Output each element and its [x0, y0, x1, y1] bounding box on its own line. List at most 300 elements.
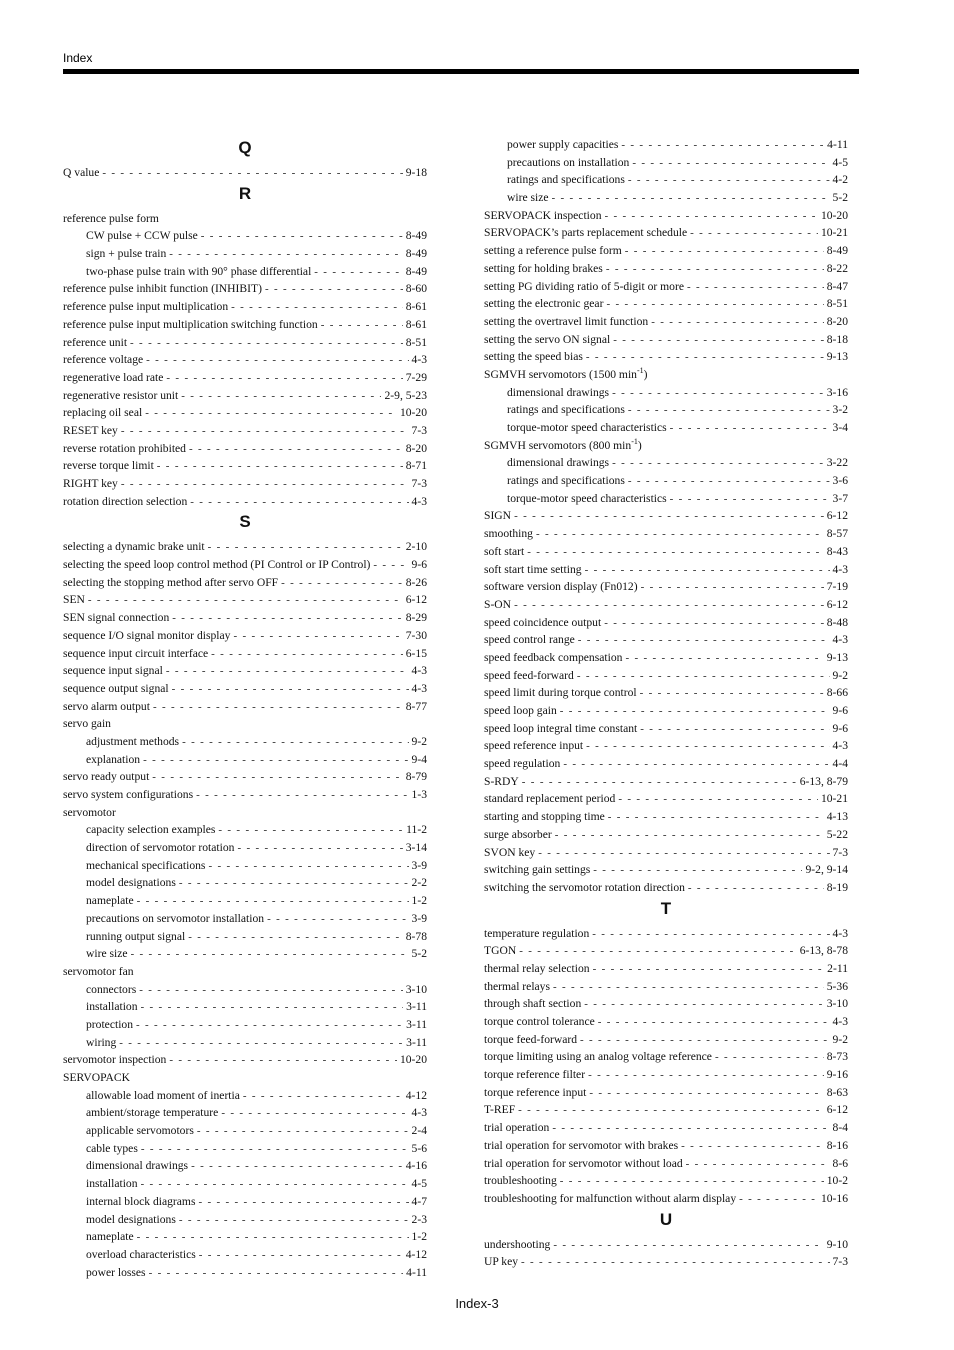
entry-page-ref: 2-11: [827, 961, 848, 975]
entry-term-text: model designations: [86, 1212, 176, 1226]
entry-term-text: sequence I/O signal monitor display: [63, 628, 231, 642]
dot-leader: [141, 1141, 409, 1158]
entry-page-ref: 8-48: [826, 615, 848, 629]
entry-term: [507, 189, 549, 207]
index-entry: [484, 684, 848, 702]
dot-leader: [555, 827, 824, 844]
entry-page-ref: 3-9: [411, 911, 427, 925]
entry-page-ref: 4-3: [832, 1015, 848, 1028]
dot-leader: [121, 423, 409, 440]
entry-page-ref: 3-4: [832, 421, 848, 434]
dot-leader: [686, 1156, 830, 1173]
entry-page-ref: 3-11: [406, 1035, 427, 1049]
entry-term-text: reverse torque limit: [63, 459, 154, 473]
entry-term: [63, 768, 149, 786]
index-entry: [484, 702, 848, 720]
entry-term: [507, 419, 667, 437]
entry-term: [484, 1048, 712, 1066]
dot-leader: [585, 562, 830, 579]
entry-term: [484, 649, 622, 667]
entry-page-ref: 8-43: [826, 544, 848, 558]
entry-term-text: direction of servomotor rotation: [86, 841, 235, 855]
entry-page-ref: 8-71: [405, 459, 427, 473]
dot-leader: [625, 243, 824, 260]
dot-leader: [190, 494, 408, 511]
entry-page-ref: 4-3: [832, 926, 848, 940]
index-entry: [484, 1084, 848, 1102]
index-entry: [63, 1051, 427, 1069]
dot-leader: [514, 597, 824, 614]
entry-page-ref: 5-22: [826, 827, 848, 841]
entry-term: [63, 404, 142, 422]
dot-leader: [560, 1173, 824, 1190]
entry-page-ref: 4-2: [832, 173, 848, 187]
entry-page-ref: 9-2: [411, 734, 427, 748]
index-entry: [484, 755, 848, 773]
entry-term: [484, 313, 648, 331]
entry-term-text: SEN signal connection: [63, 611, 170, 625]
entry-term-text: SERVOPACK inspection: [484, 208, 602, 222]
index-entry: [63, 680, 427, 698]
entry-page-ref: 1-3: [411, 788, 427, 801]
entry-term: [484, 1137, 678, 1155]
entry-term-text: ambient/storage temperature: [86, 1106, 219, 1120]
index-entry: [484, 667, 848, 685]
entry-term-text: troubleshooting: [484, 1174, 557, 1188]
index-subentry: [484, 401, 848, 419]
entry-page-ref: 8-26: [405, 575, 427, 589]
entry-term-text: torque reference input: [484, 1085, 587, 1099]
index-entry: [484, 790, 848, 808]
dot-leader: [137, 1229, 409, 1246]
dot-leader: [628, 402, 830, 419]
dot-leader: [139, 982, 403, 999]
entry-term: [507, 472, 625, 490]
dot-leader: [172, 681, 409, 698]
index-entry: [484, 1119, 848, 1137]
index-subentry: [63, 945, 427, 963]
entry-page-ref: 9-6: [411, 558, 427, 572]
entry-term-text: ratings and specifications: [507, 173, 625, 187]
entry-term: [86, 751, 140, 769]
entry-page-ref: 5-36: [826, 979, 848, 993]
entry-term-text: speed reference input: [484, 739, 584, 753]
entry-page-ref: 8-29: [405, 611, 427, 625]
section-letter: R: [238, 183, 252, 203]
entry-page-ref: 6-13, 8-78: [799, 944, 848, 958]
entry-page-ref: 8-51: [826, 297, 848, 311]
index-entry: [63, 316, 427, 334]
index-entry: [484, 437, 848, 455]
entry-term: [63, 164, 99, 182]
entry-term: [484, 808, 605, 826]
entry-term: [484, 1101, 515, 1119]
entry-term: [63, 698, 150, 716]
entry-page-ref: 4-3: [411, 494, 427, 508]
entry-term-text: trial operation for servomotor with brakes: [484, 1138, 679, 1152]
entry-term-text: speed control range: [484, 633, 575, 647]
entry-term-text: speed regulation: [484, 757, 561, 771]
index-subentry: [484, 472, 848, 490]
entry-page-ref: 10-2: [826, 1174, 848, 1188]
index-entry: [63, 627, 427, 645]
entry-term-text: regenerative resistor unit: [63, 388, 179, 402]
entry-term: [507, 490, 667, 508]
dot-leader: [640, 685, 824, 702]
entry-term: [484, 1172, 557, 1190]
entry-term: [63, 280, 262, 298]
entry-page-ref: 5-2: [832, 191, 848, 205]
entry-term: [484, 295, 603, 313]
dot-leader: [243, 1088, 403, 1105]
entry-term: [63, 609, 169, 627]
entry-term: [484, 702, 557, 720]
entry-term: [63, 804, 116, 822]
dot-leader: [577, 668, 830, 685]
dot-leader: [130, 335, 403, 352]
entry-term: [484, 543, 524, 561]
dot-leader: [143, 752, 408, 769]
entry-term: [484, 844, 535, 862]
index-subentry: [63, 928, 427, 946]
entry-term: [63, 422, 118, 440]
entry-term-text: soft start time setting: [484, 562, 582, 576]
entry-term-text: reference pulse inhibit function (INHIBIT): [63, 282, 262, 296]
entry-term-text: S-ON: [484, 597, 512, 611]
entry-term-text: power losses: [86, 1265, 146, 1279]
entry-page-ref: 9-13: [826, 650, 848, 664]
entry-term-text: setting for holding brakes: [484, 261, 603, 275]
page-number: Index-3: [455, 1296, 499, 1311]
index-entry: [484, 1172, 848, 1190]
entry-term-text: protection: [86, 1017, 134, 1031]
dot-leader: [169, 246, 402, 263]
index-entry: [484, 331, 848, 349]
entry-term: [484, 737, 583, 755]
entry-term: [86, 733, 179, 751]
dot-leader: [189, 441, 403, 458]
entry-term-text: speed loop integral time constant: [484, 721, 638, 735]
entry-term: [63, 786, 193, 804]
dot-leader: [593, 862, 802, 879]
index-entry: [63, 298, 427, 316]
entry-term-text: precautions on servomotor installation: [86, 911, 265, 925]
dot-leader: [181, 388, 381, 405]
dot-leader: [191, 1158, 403, 1175]
index-entry: [484, 260, 848, 278]
entry-term: [63, 475, 118, 493]
dot-leader: [514, 508, 824, 525]
dot-leader: [598, 1014, 830, 1031]
index-entry: [484, 649, 848, 667]
index-entry: [484, 507, 848, 525]
index-subentry: [63, 910, 427, 928]
entry-page-ref: 3-14: [405, 841, 427, 855]
entry-page-ref: 3-11: [406, 1000, 427, 1014]
index-subentry: [484, 171, 848, 189]
entry-term-text: torque reference filter: [484, 1068, 586, 1082]
entry-page-ref: 10-20: [399, 406, 427, 420]
entry-term-text: undershooting: [484, 1237, 551, 1251]
dot-leader: [628, 473, 830, 490]
dot-leader: [233, 628, 402, 645]
entry-term: [484, 578, 638, 596]
entry-term-text: switching gain settings: [484, 863, 591, 877]
section-letter: S: [239, 512, 251, 532]
index-entry: [484, 348, 848, 366]
entry-term-text: speed feedback compensation: [484, 650, 623, 664]
dot-leader: [102, 165, 402, 182]
entry-term-text: servomotor fan: [63, 964, 134, 978]
entry-term-text: two-phase pulse train with 90° phase differential: [86, 264, 312, 278]
entry-term-text: servo ready output: [63, 770, 150, 784]
index-entry: [484, 879, 848, 897]
entry-term: [86, 857, 205, 875]
dot-leader: [179, 875, 409, 892]
index-entry: [484, 925, 848, 943]
dot-leader: [688, 880, 824, 897]
index-subentry: [63, 1157, 427, 1175]
entry-term-text: smoothing: [484, 527, 533, 541]
entry-term: [484, 684, 637, 702]
dot-leader: [560, 703, 830, 720]
index-entry: [484, 1031, 848, 1049]
entry-term: [63, 1051, 166, 1069]
entry-term-text: power supply capacities: [507, 138, 619, 151]
dot-leader: [137, 893, 409, 910]
dot-leader: [145, 405, 397, 422]
entry-term: [484, 879, 685, 897]
entry-page-ref: 9-2: [832, 1032, 848, 1046]
entry-term-text: model designations: [86, 876, 176, 890]
index-entry: [484, 720, 848, 738]
entry-term-text: reference pulse input multiplication: [63, 300, 229, 314]
entry-term-text: sequence input circuit interface: [63, 646, 209, 660]
entry-term: [484, 1253, 518, 1271]
index-entry: [484, 1253, 848, 1271]
entry-term: [86, 1175, 138, 1193]
entry-term-text: ratings and specifications: [507, 403, 625, 417]
index-entry: [63, 440, 427, 458]
entry-term-text: SGMVH servomotors (1500 min: [484, 367, 637, 381]
entry-term-text: applicable servomotors: [86, 1124, 194, 1138]
entry-term: [484, 614, 601, 632]
entry-page-ref: 3-9: [411, 858, 427, 872]
entry-term-text: RIGHT key: [63, 477, 118, 490]
index-subentry: [63, 874, 427, 892]
entry-term-text: torque limiting using an analog voltage reference: [484, 1050, 712, 1064]
entry-term: [484, 826, 552, 844]
index-entry: [484, 942, 848, 960]
index-subentry: [484, 384, 848, 402]
dot-leader: [221, 1105, 408, 1122]
index-subentry: [484, 189, 848, 207]
entry-term-text: allowable load moment of inertia: [86, 1088, 240, 1102]
entry-page-ref: 4-5: [411, 1177, 427, 1191]
dot-leader: [166, 370, 402, 387]
entry-term: [86, 1228, 134, 1246]
dot-leader: [640, 721, 829, 738]
entry-page-ref: 8-61: [405, 300, 427, 314]
dot-leader: [281, 575, 403, 592]
index-entry: [63, 493, 427, 511]
entry-page-ref: 4-4: [832, 757, 848, 771]
entry-page-ref: 3-10: [826, 997, 848, 1011]
index-entry: [484, 525, 848, 543]
entry-term: [86, 910, 264, 928]
entry-term-text: installation: [86, 1000, 138, 1014]
index-entry: [484, 1155, 848, 1173]
dot-leader: [153, 699, 403, 716]
entry-page-ref: 5-6: [411, 1141, 427, 1155]
entry-term-text: nameplate: [86, 1230, 134, 1244]
entry-term: [86, 1034, 116, 1052]
dot-leader: [149, 1265, 404, 1282]
entry-term-text: servomotor: [63, 805, 116, 819]
index-entry: [484, 844, 848, 862]
entry-page-ref: 3-11: [406, 1017, 427, 1031]
entry-page-ref: 7-3: [832, 845, 848, 859]
index-entry: [484, 995, 848, 1013]
entry-term-text: troubleshooting for malfunction without alarm display: [484, 1191, 737, 1205]
dot-leader: [552, 190, 830, 207]
entry-page-ref: 8-60: [405, 282, 427, 296]
entry-term-text: selecting a dynamic brake unit: [63, 540, 205, 554]
entry-term-text: setting the servo ON signal: [484, 332, 611, 346]
dot-leader: [538, 845, 829, 862]
section-letter: T: [660, 898, 672, 918]
dot-leader: [198, 1194, 408, 1211]
entry-page-ref: 8-19: [826, 880, 848, 894]
entry-term: [484, 773, 519, 791]
entry-term-text: switching the servomotor rotation direction: [484, 880, 685, 894]
entry-page-ref: 10-16: [820, 1191, 848, 1205]
entry-page-ref: 4-12: [405, 1088, 427, 1102]
entry-term-text: starting and stopping time: [484, 810, 605, 824]
dot-leader: [608, 809, 824, 826]
dot-leader: [553, 1237, 823, 1254]
dot-leader: [321, 317, 403, 334]
dot-leader: [681, 1138, 824, 1155]
entry-term: [484, 224, 687, 242]
index-entry: [63, 280, 427, 298]
entry-term: [63, 298, 228, 316]
index-entry: [484, 207, 848, 225]
entry-term-text: Q value: [63, 166, 100, 179]
index-subentry: [63, 981, 427, 999]
index-entry: [63, 369, 427, 387]
entry-term-text: servo alarm output: [63, 699, 150, 713]
dot-leader: [593, 961, 825, 978]
dot-leader: [152, 769, 402, 786]
entry-term-text: ratings and specifications: [507, 474, 625, 488]
index-entry: [63, 804, 427, 822]
index-subentry: [63, 1228, 427, 1246]
index-subentry: [484, 419, 848, 437]
entry-page-ref: 1-2: [411, 894, 427, 908]
entry-term-text: setting a reference pulse form: [484, 244, 622, 258]
index-entry: [484, 614, 848, 632]
entry-term: [484, 596, 511, 614]
entry-term-text: reference voltage: [63, 353, 144, 367]
entry-page-ref: 4-3: [832, 562, 848, 576]
index-entry: [484, 1101, 848, 1119]
entry-term: [63, 645, 208, 663]
entry-page-ref: 3-16: [826, 385, 848, 399]
dot-leader: [584, 996, 823, 1013]
entry-page-ref: 7-3: [832, 1255, 848, 1269]
index-entry: [484, 543, 848, 561]
dot-leader: [141, 1176, 409, 1193]
entry-page-ref: 9-6: [832, 721, 848, 735]
index-entry: [484, 1048, 848, 1066]
index-entry: [63, 645, 427, 663]
entry-term-text: torque-motor speed characteristics: [507, 491, 667, 505]
entry-term-text: torque control tolerance: [484, 1015, 595, 1028]
entry-term-text: through shaft section: [484, 997, 582, 1011]
index-entry: [484, 1190, 848, 1208]
dot-leader: [179, 1212, 409, 1229]
dot-leader: [578, 632, 830, 649]
entry-term-text: nameplate: [86, 894, 134, 908]
entry-term-text: wire size: [507, 191, 549, 205]
entry-term-text: servo gain: [63, 717, 111, 731]
entry-term: [484, 348, 583, 366]
entry-term: [484, 207, 602, 225]
entry-term-text: torque-motor speed characteristics: [507, 421, 667, 434]
index-entry: [63, 164, 427, 182]
entry-page-ref: 8-49: [405, 247, 427, 261]
entry-term: [86, 1246, 196, 1264]
entry-term-text: servo system configurations: [63, 788, 194, 801]
entry-term-text: temperature regulation: [484, 926, 590, 940]
index-subentry: [484, 136, 848, 154]
entry-term: [484, 561, 582, 579]
index-entry: [484, 773, 848, 791]
dot-leader: [141, 999, 404, 1016]
dot-leader: [606, 261, 824, 278]
entry-term: [86, 245, 166, 263]
index-entry: [63, 768, 427, 786]
entry-term-text: CW pulse + CCW pulse: [86, 229, 198, 243]
entry-page-ref: 10-20: [399, 1053, 427, 1067]
dot-leader: [527, 544, 823, 561]
dot-leader: [119, 1035, 403, 1052]
dot-leader: [670, 491, 830, 508]
entry-page-ref: 3-7: [832, 491, 848, 505]
entry-term: [86, 263, 311, 281]
index-subentry: [63, 263, 427, 281]
entry-page-ref: 8-73: [826, 1050, 848, 1064]
entry-term-text: mechanical specifications: [86, 858, 206, 872]
entry-term: [507, 454, 609, 472]
entry-term-text: dimensional drawings: [507, 456, 610, 470]
entry-term: [507, 154, 629, 172]
entry-term: [484, 978, 550, 996]
dot-leader: [687, 279, 824, 296]
entry-term: [86, 1087, 240, 1105]
entry-page-ref: 2-3: [411, 1212, 427, 1226]
dot-leader: [618, 791, 818, 808]
dot-leader: [131, 946, 409, 963]
dot-leader: [552, 1120, 829, 1137]
index-entry: [63, 609, 427, 627]
entry-term-text: speed loop gain: [484, 704, 557, 717]
entry-page-ref: 4-3: [411, 664, 427, 678]
dot-leader: [196, 787, 408, 804]
entry-term: [484, 366, 648, 384]
entry-term-text: RESET key: [63, 423, 118, 437]
